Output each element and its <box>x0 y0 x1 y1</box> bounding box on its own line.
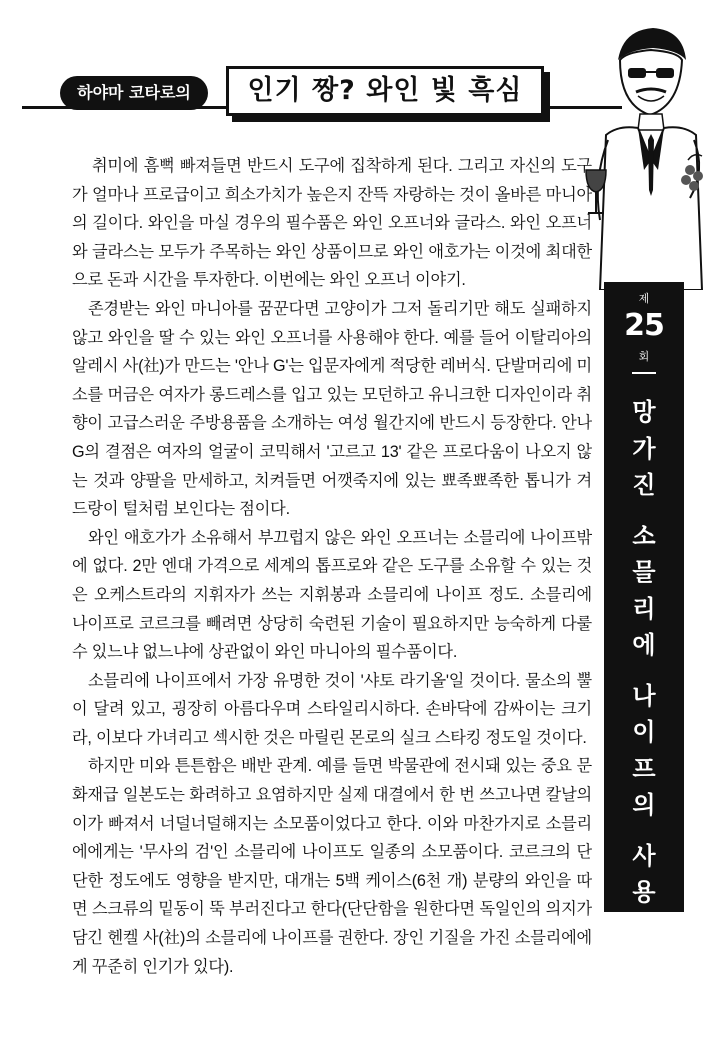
episode-title-char: 리 <box>632 594 656 623</box>
episode-title-char: 방 <box>632 928 656 957</box>
article-title: 인기 짱? 와인 빛 흑심 <box>226 66 544 116</box>
episode-title-char: 망 <box>632 398 656 426</box>
episode-title-char: 진 <box>632 471 656 499</box>
episode-title-char: 이 <box>632 718 656 746</box>
episode-title-char <box>604 911 684 925</box>
episode-title-char <box>604 664 684 678</box>
episode-title-char: 법 <box>632 965 656 993</box>
episode-title-char: 나 <box>632 681 656 710</box>
article-paragraph: 와인 애호가가 소유해서 부끄럽지 않은 와인 오프너는 소믈리에 나이프밖에 없다. 2만 엔대 가격으로 세계의 톱프로와 같은 도구를 소유할 수 있는 것은 오케스트라의 지휘자가 쓰는 지휘봉과 소믈리에 나이프 정도. 소믈리에 나이프로 코르크를 빼려면 상당히 숙련된 기술이 필요하지만 능숙하게 다룰 수 있느냐 없느냐에 상관없이 와인 마니아의 필수품이다. <box>72 528 592 662</box>
episode-title-char: 사 <box>632 841 656 870</box>
episode-title-char <box>604 824 684 838</box>
article-paragraph: 취미에 흠뻑 빠져들면 반드시 도구에 집착하게 된다. 그리고 자신의 도구가 얼마나 프로급이고 희소가치가 높은지 잔뜩 자랑하는 것이 올바른 마니아의 길이다. 와인을 마실 경우의 필수품은 와인 오프너와 글라스. 와인 오프너와 글라스는 모두가 주목하는 와인 상품이므로 와인 애호가는 이것에 최대한으로 돈과 시간을 투자한다. 이번에는 와인 오프너 이야기. <box>72 157 592 290</box>
episode-number: 25 <box>624 308 664 343</box>
episode-post-label: 회 <box>638 350 650 363</box>
episode-title-char: 의 <box>632 791 656 819</box>
article-paragraph: 소믈리에 나이프에서 가장 유명한 것이 '샤토 라기올'일 것이다. 물소의 뿔이 달려 있고, 굉장히 아름다우며 스타일리시하다. 손바닥에 감싸이는 크기라, 이보다 가녀리고 섹시한 것은 마릴린 몬로의 실크 스타킹 정도일 것이다. <box>72 671 592 747</box>
episode-title-char: 에 <box>632 631 656 659</box>
episode-title-char: 소 <box>632 521 656 550</box>
article-paragraph: 하지만 미와 튼튼함은 배반 관계. 예를 들면 박물관에 전시돼 있는 중요 문화재급 일본도는 화려하고 요염하지만 실제 대결에서 한 번 쓰고나면 칼날의 이가 빠져서 너덜너덜해지는 소모품이었다고 한다. 이와 마찬가지로 소믈리에에게는 '무사의 검'인 소믈리에 나이프도 일종의 소모품이다. 코르크의 단단한 정도에도 영향을 받지만, 대개는 5백 케이스(6천 개) 분량의 와인을 따면 스크류의 밑동이 뚝 부러진다고 한다(단단함을 원한다면 독일인의 의지가 담긴 헨켈 사(社)의 소믈리에 나이프를 권한다. 장인 기질을 가진 소믈리에에게 꾸준히 인기가 있다). <box>72 757 592 976</box>
episode-title-char <box>604 504 684 518</box>
episode-title-char: 프 <box>632 754 656 783</box>
author-caricature-illustration <box>578 20 713 290</box>
episode-sidebar <box>604 282 684 993</box>
article-paragraph: 존경받는 와인 마니아를 꿈꾼다면 고양이가 그저 돌리기만 해도 실패하지 않고 와인을 딸 수 있는 와인 오프너를 사용해야 한다. 예를 들어 이탈리아의 알레시 사(社)가 만드는 '안나 G'는 입문자에게 적당한 레버식. 단발머리에 미소를 머금은 여자가 롱드레스를 입고 있는 모던하고 유니크한 디자인이라 취향이 고급스러운 주방용품을 소개하는 여성 월간지에 반드시 등장한다. 안나 G의 결점은 여자의 얼굴이 코믹해서 '고르고 13' 같은 프로다움이 나오지 않는 것과 양팔을 만세하고, 치켜들면 어깻죽지에 있는 뾰족뾰족한 톱니가 겨드랑이 털처럼 보인다는 점이다. <box>72 299 592 519</box>
episode-title <box>604 394 684 998</box>
episode-title-char: 용 <box>632 878 656 906</box>
article-body <box>72 152 592 981</box>
episode-title-char: 믈 <box>632 558 656 586</box>
sidebar-divider <box>632 372 656 374</box>
series-name-badge: 하야마 코타로의 <box>60 76 208 110</box>
episode-pre-label: 제 <box>638 292 650 305</box>
episode-title-char: 가 <box>632 434 656 463</box>
